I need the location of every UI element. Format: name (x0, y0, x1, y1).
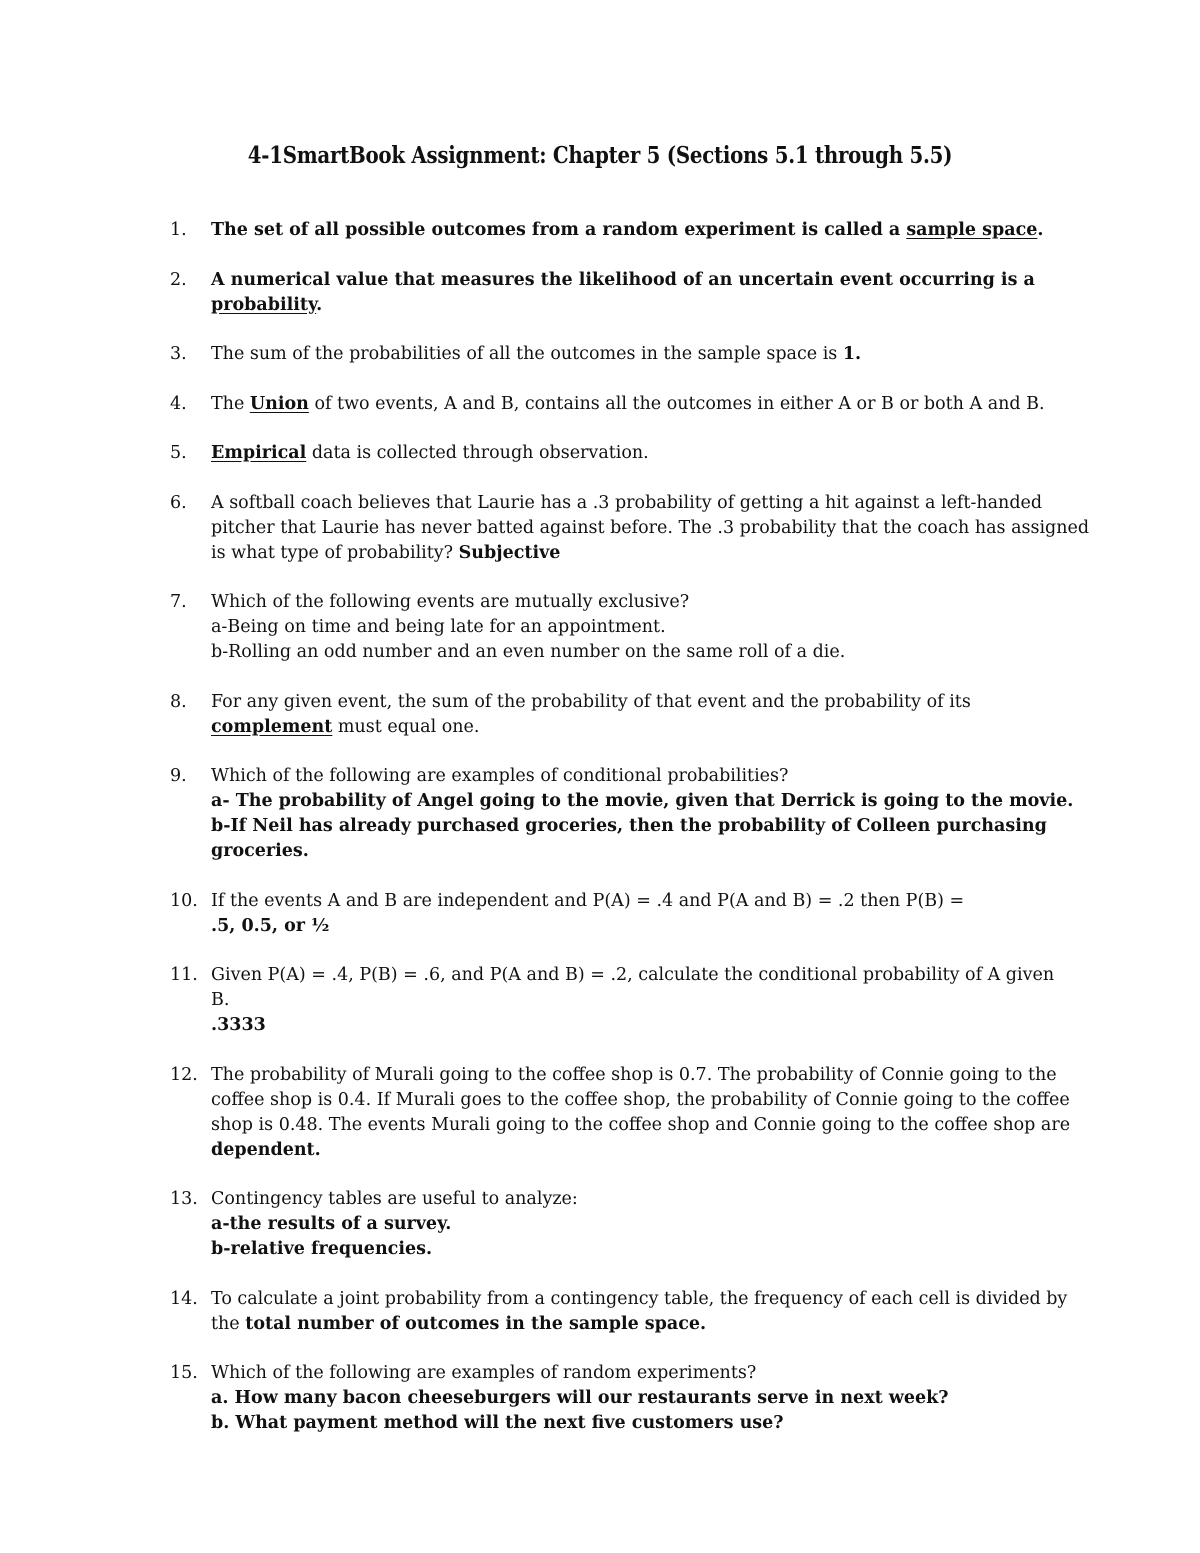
list-item (170, 590, 1070, 665)
answer-line: a-the results of a survey. (211, 1214, 452, 1234)
list-item (170, 1287, 1070, 1337)
question-text: Contingency tables are useful to analyze: (211, 1189, 578, 1209)
answer-text: .3333 (211, 1015, 266, 1035)
answer-line: b. What payment method will the next five customers use? (211, 1413, 784, 1433)
question-list (170, 218, 1090, 1461)
answer-line: b-If Neil has already purchased groceries, then the probability of Colleen purchasing (211, 816, 1047, 836)
question-line: pitcher that Laurie has never batted against before. The .3 probability that the coach has assigned (211, 517, 1090, 538)
item-body (211, 590, 1070, 665)
answer-text: complement (211, 716, 333, 737)
question-text: For any given event, the sum of the probability of that event and the probability of its (211, 691, 971, 712)
item-body (211, 889, 1070, 939)
list-item (170, 1361, 1070, 1436)
question-line: shop is 0.48. The events Murali going to the coffee shop and Connie going to the coffee shop are (211, 1114, 1071, 1135)
answer-line: a- The probability of Angel going to the movie, given that Derrick is going to the movie. (211, 791, 1074, 811)
question-line: coffee shop is 0.4. If Murali goes to the coffee shop, the probability of Connie going to the coffee (211, 1089, 1070, 1110)
answer-line: a-Being on time and being late for an appointment. (211, 617, 666, 637)
item-number: 11. (170, 965, 198, 985)
question-text: Which of the following are examples of random experiments? (211, 1363, 757, 1383)
question-text: A numerical value that measures the likelihood of an uncertain event occurring is a (211, 269, 1035, 290)
question-text: The set of all possible outcomes from a random experiment is called a (211, 220, 907, 240)
item-number: 14. (170, 1288, 198, 1309)
item-body (211, 1187, 1070, 1262)
list-item (170, 1063, 1070, 1163)
answer-line: a. How many bacon cheeseburgers will our restaurants serve in next week? (211, 1388, 949, 1408)
list-item (170, 491, 1090, 566)
answer-text: Union (249, 393, 309, 414)
item-body (211, 963, 1070, 1038)
question-text: The sum of the probabilities of all the outcomes in the sample space is (211, 344, 843, 364)
item-number: 3. (170, 344, 187, 364)
question-line: Which of the following events are mutually exclusive? (211, 592, 690, 612)
list-item (170, 218, 1070, 243)
answer-text: .5, 0.5, or ½ (211, 915, 330, 936)
item-number: 4. (170, 393, 187, 414)
question-text: Which of the following are examples of conditional probabilities? (211, 766, 789, 786)
list-item (170, 392, 1070, 417)
item-number: 8. (170, 691, 187, 712)
item-number: 7. (170, 592, 187, 612)
item-number: 10. (170, 890, 198, 911)
item-number: 13. (170, 1189, 198, 1209)
item-number: 2. (170, 269, 187, 290)
answer-text: total number of outcomes in the sample space. (245, 1313, 707, 1334)
item-body (211, 491, 1089, 566)
list-item (170, 889, 1070, 939)
item-body: The set of all possible outcomes from a random experiment is called a sample space. (211, 220, 1044, 240)
question-line: is what type of probability? (211, 542, 459, 563)
item-body: For any given event, the sum of the probability of that event and the probability of its complement must equal one. (211, 690, 1070, 740)
answer-text: 1. (842, 344, 862, 364)
question-line: Given P(A) = .4, P(B) = .6, and P(A and B) = .2, calculate the conditional probability of A given (211, 965, 1055, 985)
answer-line: groceries. (211, 841, 309, 861)
item-number: 9. (170, 766, 187, 786)
question-text: of two events, A and B, contains all the outcomes in either A or B or both A and B. (308, 393, 1045, 414)
answer-line: b-Rolling an odd number and an even number on the same roll of a die. (211, 642, 846, 662)
list-item (170, 690, 1070, 740)
item-body (211, 342, 1070, 367)
answer-line: b-relative frequencies. (211, 1239, 433, 1259)
item-number: 12. (170, 1064, 198, 1085)
list-item (170, 1187, 1070, 1262)
question-line: B. (211, 990, 230, 1010)
question-text: data is collected through observation. (306, 443, 649, 463)
question-line: A softball coach believes that Laurie has a .3 probability of getting a hit against a left-handed (211, 492, 1043, 513)
item-body (211, 764, 1073, 864)
list-item (170, 963, 1070, 1038)
answer-text: Empirical (211, 443, 307, 463)
list-item (170, 268, 1070, 318)
item-body (211, 1361, 1070, 1436)
answer-text: probability (211, 294, 317, 315)
question-text: To calculate a joint probability from a contingency table, the frequency of each cell is divided by (211, 1288, 1068, 1309)
list-item (170, 441, 1070, 466)
item-body (211, 441, 1070, 466)
item-body (211, 1063, 1070, 1163)
item-number: 5. (170, 443, 187, 463)
item-number: 1. (170, 220, 187, 240)
list-item (170, 342, 1070, 367)
item-body: The Union of two events, A and B, contains all the outcomes in either A or B or both A and B. (211, 393, 1045, 414)
question-line: The probability of Murali going to the coffee shop is 0.7. The probability of Connie going to the (211, 1064, 1057, 1085)
list-item (170, 764, 1074, 864)
page-title: 4-1SmartBook Assignment: Chapter 5 (Sections 5.1 through 5.5) (247, 142, 953, 169)
answer-text: sample space (906, 220, 1038, 240)
item-body: To calculate a joint probability from a contingency table, the frequency of each cell is divided by the total number of outcomes in the sample space. (211, 1287, 1070, 1337)
answer-text: Subjective (458, 542, 561, 563)
item-number: 15. (170, 1363, 198, 1383)
question-text: If the events A and B are independent and P(A) = .4 and P(A and B) = .2 then P(B) = (211, 890, 965, 911)
item-body: A numerical value that measures the likelihood of an uncertain event occurring is a probability. (211, 268, 1070, 318)
item-number: 6. (170, 492, 187, 513)
answer-text: dependent. (211, 1139, 321, 1160)
